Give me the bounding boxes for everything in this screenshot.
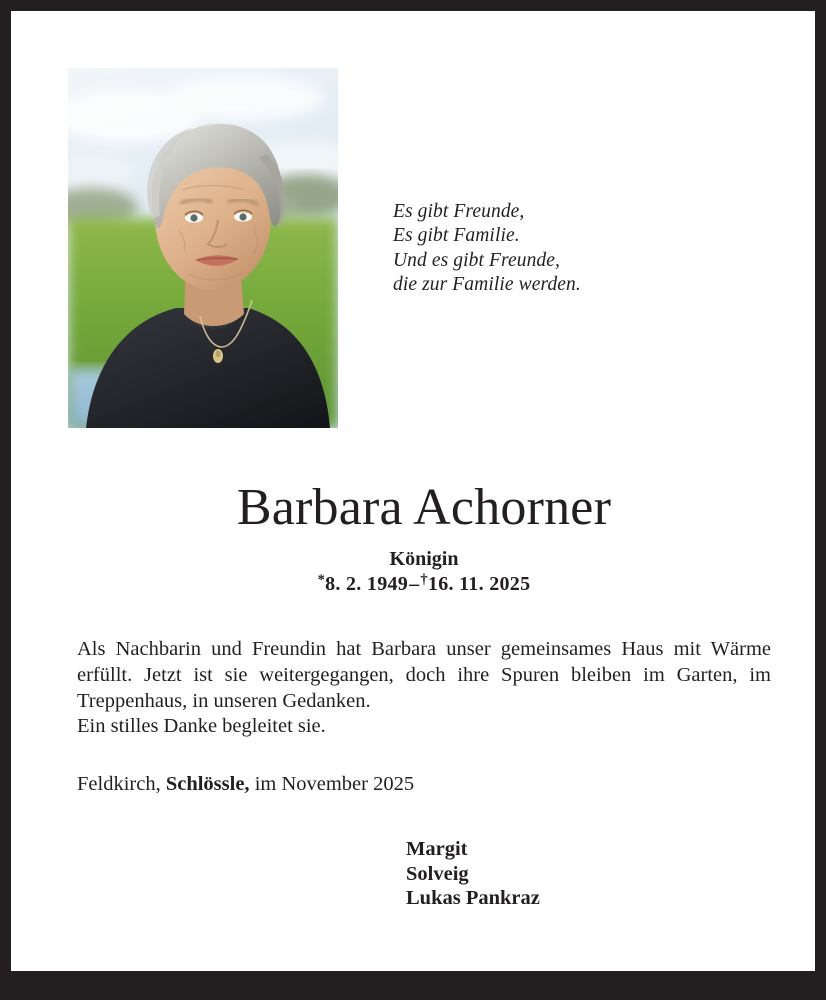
death-date: 16. 11. 2025 (427, 573, 531, 595)
place-and-date-line (77, 771, 771, 797)
quote-line: die zur Familie werden. (393, 274, 581, 296)
memorial-closing-line: Ein stilles Danke begleitet sie. (77, 715, 326, 738)
quote-line: Und es gibt Freunde, (393, 249, 560, 271)
quote-line: Es gibt Freunde, (393, 201, 525, 222)
survivor-name: Lukas Pankraz (406, 887, 540, 910)
deceased-name: Barbara Achorner (236, 479, 612, 536)
place-highlight: Schlössle, (165, 773, 250, 795)
survivor-name: Solveig (406, 862, 469, 885)
obituary-notice (11, 11, 815, 971)
memorial-text (77, 637, 771, 740)
memorial-quote (393, 200, 753, 298)
place-prefix: Feldkirch, (77, 773, 161, 795)
portrait-illustration (68, 68, 338, 428)
life-dates (22, 572, 826, 596)
deceased-role: Königin (389, 548, 459, 570)
quote-line: Es gibt Familie. (393, 225, 520, 247)
survivor-names (406, 837, 766, 911)
survivor-name: Margit (406, 838, 468, 860)
birth-symbol: * (317, 571, 326, 588)
memorial-paragraph: Als Nachbarin und Freundin hat Barbara unser gemeinsames Haus mit Wärme erfüllt. Jetzt ist sie weitergegangen, doch ihre Spuren bleiben im Garten, im Treppenhaus, in unseren Gedanken. (77, 638, 771, 712)
birth-date: 8. 2. 1949 (325, 573, 409, 595)
death-symbol: † (420, 571, 428, 588)
date-separator: – (409, 573, 420, 595)
place-suffix: im November 2025 (254, 773, 415, 795)
portrait-photo (68, 68, 338, 428)
